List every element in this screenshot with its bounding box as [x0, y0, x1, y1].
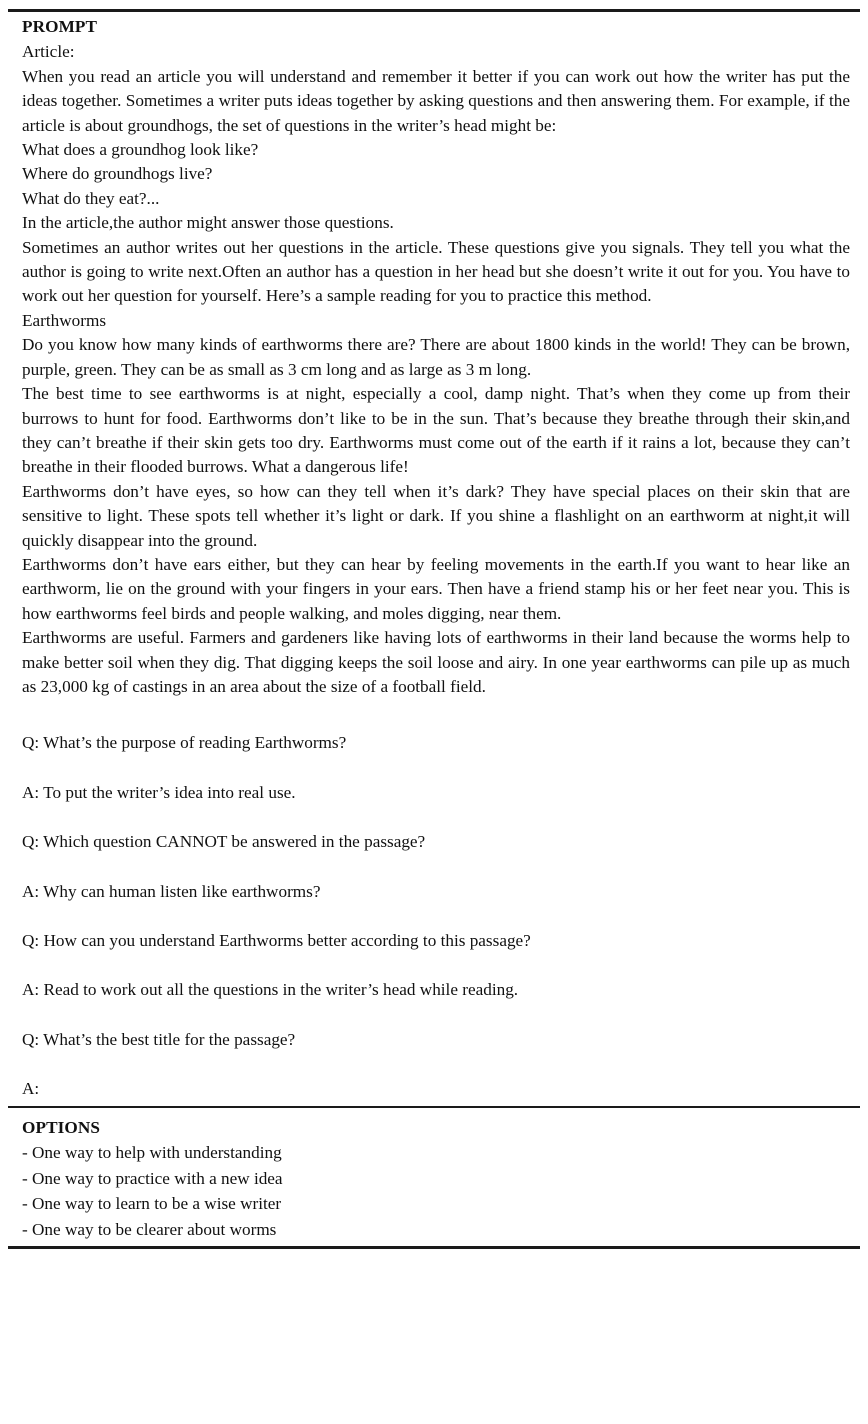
prompt-heading: PROMPT — [22, 17, 98, 36]
article-paragraph-1: When you read an article you will understand and remember it better if you can work out how the writer has put the ideas together. Sometimes a writer puts ideas together by asking questions and then answering them. For example, if the article is about groundhogs, the set of questions in the writer’s head might be: — [22, 66, 850, 135]
qa-answer-3: A: Read to work out all the questions in the writer’s head while reading. — [22, 980, 519, 1000]
article-question-line-2: Where do groundhogs live? — [22, 164, 213, 184]
options-heading: OPTIONS — [22, 1117, 101, 1137]
options-list — [22, 1140, 850, 1242]
article-paragraph-8: Earthworms are useful. Farmers and gardeners like having lots of earthworms in their land because the worms help to make better soil when they dig. That digging keeps the soil loose and airy. In one year earthworms can pile up as much as 23,000 kg of castings in an area about the size of a football field. — [22, 628, 850, 696]
article-label: Article: — [22, 42, 75, 62]
qa-question-1: Q: What’s the purpose of reading Earthworms? — [22, 733, 347, 753]
article-paragraph-5: The best time to see earthworms is at night, especially a cool, damp night. That’s when they come up from their burrows to hunt for food. Earthworms don’t like to be in the sun. That’s because they breathe through their skin,and they can’t breathe if their skin gets too dry. Earthworms must come out of the earth if it rains a lot, because they can’t breathe in their flooded burrows. What a dangerous life! — [22, 384, 850, 477]
article-paragraph-6: Earthworms don’t have eyes, so how can they tell when it’s dark? They have special places on their skin that are sensitive to light. These spots tell whether it’s light or dark. If you shine a flashlight on an earthworm at night,it will quickly disappear into the ground. — [22, 481, 850, 550]
article-subheading-earthworms: Earthworms — [22, 310, 107, 330]
option-item-3[interactable]: - One way to learn to be a wise writer — [22, 1194, 282, 1214]
middle-rule-divider — [8, 1106, 860, 1108]
qa-answer-4: A: — [22, 1079, 40, 1099]
option-item-2[interactable]: - One way to practice with a new idea — [22, 1168, 283, 1188]
prompt-figure — [0, 9, 868, 1424]
article-question-line-3: What do they eat?... — [22, 188, 160, 208]
article-paragraph-7: Earthworms don’t have ears either, but they can hear by feeling movements in the earth.If you want to hear like an earthworm, lie on the ground with your fingers in your ears. Then have a friend stamp his or her feet near you. This is how earthworms feel birds and people walking, and moles digging, near them. — [22, 554, 850, 623]
article-paragraph-3: Sometimes an author writes out her questions in the article. These questions give you signals. They tell you what the author is going to write next.Often an author has a question in her head but she doesn’t write it out for you. You have to work out her question for yourself. Here’s a sample reading for you to practice this method. — [22, 237, 850, 306]
qa-answer-2: A: Why can human listen like earthworms? — [22, 881, 321, 901]
option-item-1[interactable]: - One way to help with understanding — [22, 1143, 282, 1163]
qa-question-2: Q: Which question CANNOT be answered in the passage? — [22, 832, 426, 852]
article-question-line-1: What does a groundhog look like? — [22, 140, 259, 160]
prompt-body — [22, 39, 850, 699]
article-paragraph-2: In the article,the author might answer those questions. — [22, 213, 394, 233]
options-section — [0, 1113, 868, 1242]
prompt-section — [0, 12, 868, 1102]
qa-question-4: Q: What’s the best title for the passage? — [22, 1029, 296, 1049]
qa-answer-1: A: To put the writer’s idea into real use. — [22, 782, 296, 802]
qa-question-3: Q: How can you understand Earthworms better according to this passage? — [22, 931, 531, 950]
bottom-rule-divider — [8, 1246, 860, 1249]
option-item-4[interactable]: - One way to be clearer about worms — [22, 1219, 277, 1239]
article-paragraph-4: Do you know how many kinds of earthworms there are? There are about 1800 kinds in the world! They can be brown, purple, green. They can be as small as 3 cm long and as large as 3 m long. — [22, 335, 850, 379]
